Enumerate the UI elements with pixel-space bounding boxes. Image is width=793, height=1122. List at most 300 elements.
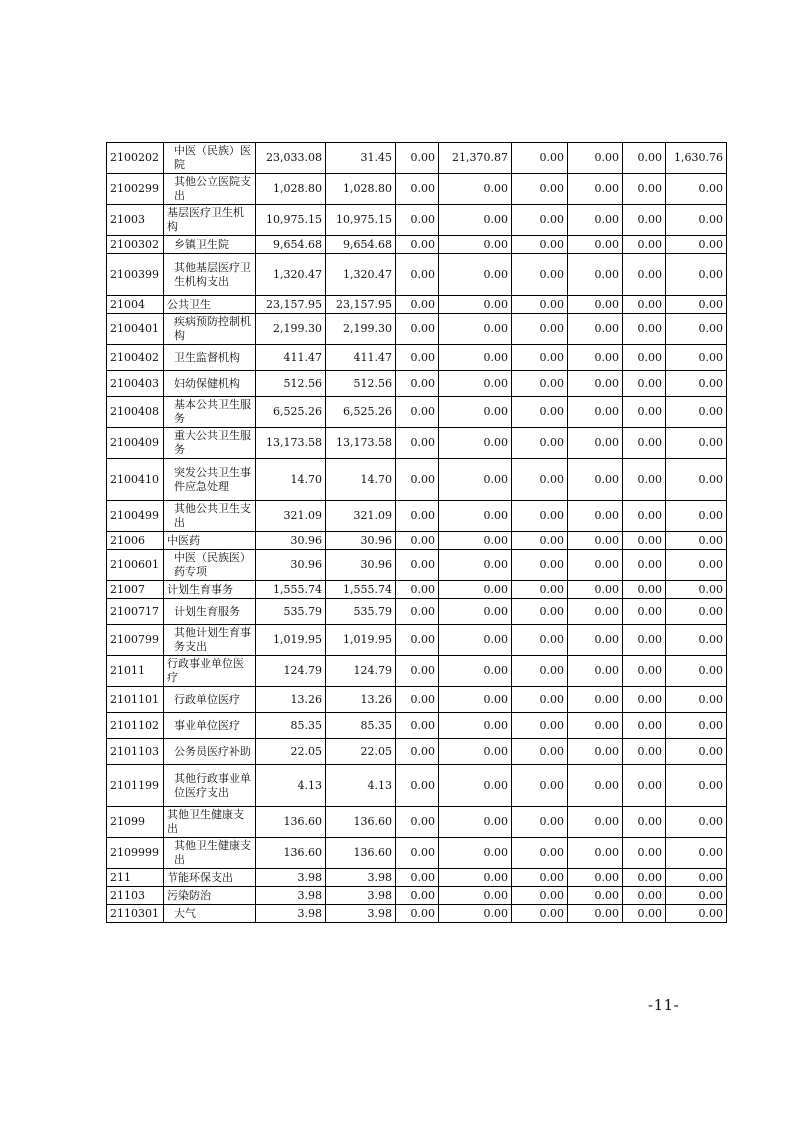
amount-cell: 0.00 [568,765,623,807]
amount-cell: 0.00 [666,656,727,687]
amount-cell: 2,199.30 [326,314,396,345]
amount-cell: 0.00 [512,887,568,905]
amount-cell: 0.00 [512,599,568,625]
amount-cell: 0.00 [439,765,512,807]
amount-cell: 21,370.87 [439,143,512,174]
table-row [107,887,727,905]
amount-cell: 0.00 [512,739,568,765]
amount-cell: 0.00 [568,713,623,739]
amount-cell: 0.00 [623,599,666,625]
amount-cell: 23,033.08 [256,143,326,174]
amount-cell: 0.00 [396,838,439,869]
amount-cell: 3.98 [326,905,396,923]
amount-cell: 136.60 [256,807,326,838]
amount-cell: 0.00 [512,581,568,599]
function-name-cell: 重大公共卫生服务 [164,428,256,459]
function-name-cell: 其他计划生育事务支出 [164,625,256,656]
amount-cell: 0.00 [568,397,623,428]
amount-cell: 30.96 [326,532,396,550]
amount-cell: 0.00 [439,501,512,532]
table-row [107,397,727,428]
amount-cell: 0.00 [568,174,623,205]
amount-cell: 0.00 [396,532,439,550]
function-code-cell: 2100299 [107,174,164,205]
function-code-cell: 2109999 [107,838,164,869]
table-row [107,254,727,296]
amount-cell: 0.00 [666,838,727,869]
amount-cell: 0.00 [623,739,666,765]
amount-cell: 0.00 [568,428,623,459]
amount-cell: 14.70 [256,459,326,501]
amount-cell: 0.00 [512,532,568,550]
amount-cell: 0.00 [568,687,623,713]
amount-cell: 0.00 [568,599,623,625]
amount-cell: 0.00 [396,174,439,205]
amount-cell: 0.00 [666,501,727,532]
function-code-cell: 2100302 [107,236,164,254]
amount-cell: 0.00 [512,236,568,254]
amount-cell: 0.00 [396,428,439,459]
function-code-cell: 2101103 [107,739,164,765]
amount-cell: 0.00 [512,869,568,887]
amount-cell: 0.00 [512,687,568,713]
amount-cell: 0.00 [666,236,727,254]
amount-cell: 0.00 [512,625,568,656]
amount-cell: 14.70 [326,459,396,501]
amount-cell: 0.00 [568,625,623,656]
amount-cell: 0.00 [512,371,568,397]
table-row [107,371,727,397]
function-name-cell: 中医（民族）医院 [164,143,256,174]
function-name-cell: 妇幼保健机构 [164,371,256,397]
amount-cell: 6,525.26 [326,397,396,428]
function-code-cell: 21103 [107,887,164,905]
table-row [107,838,727,869]
amount-cell: 0.00 [439,345,512,371]
function-code-cell: 21011 [107,656,164,687]
amount-cell: 0.00 [396,371,439,397]
budget-table [106,142,727,923]
amount-cell: 0.00 [666,550,727,581]
amount-cell: 4.13 [326,765,396,807]
amount-cell: 0.00 [623,887,666,905]
table-row [107,656,727,687]
amount-cell: 31.45 [326,143,396,174]
amount-cell: 0.00 [512,205,568,236]
amount-cell: 0.00 [666,581,727,599]
function-name-cell: 乡镇卫生院 [164,236,256,254]
amount-cell: 0.00 [396,687,439,713]
amount-cell: 0.00 [568,501,623,532]
amount-cell: 0.00 [568,905,623,923]
function-code-cell: 21099 [107,807,164,838]
function-code-cell: 2100499 [107,501,164,532]
amount-cell: 13,173.58 [326,428,396,459]
amount-cell: 10,975.15 [326,205,396,236]
function-code-cell: 2110301 [107,905,164,923]
function-name-cell: 其他公共卫生支出 [164,501,256,532]
amount-cell: 0.00 [512,254,568,296]
function-name-cell: 疾病预防控制机构 [164,314,256,345]
amount-cell: 535.79 [326,599,396,625]
table-row [107,205,727,236]
amount-cell: 0.00 [396,905,439,923]
amount-cell: 13,173.58 [256,428,326,459]
amount-cell: 0.00 [439,739,512,765]
amount-cell: 0.00 [666,869,727,887]
amount-cell: 0.00 [568,314,623,345]
amount-cell: 0.00 [396,459,439,501]
amount-cell: 3.98 [326,887,396,905]
amount-cell: 0.00 [439,713,512,739]
amount-cell: 124.79 [326,656,396,687]
amount-cell: 0.00 [623,869,666,887]
amount-cell: 0.00 [396,397,439,428]
amount-cell: 0.00 [568,656,623,687]
amount-cell: 0.00 [439,314,512,345]
function-name-cell: 其他卫生健康支出 [164,807,256,838]
amount-cell: 0.00 [666,428,727,459]
amount-cell: 0.00 [666,205,727,236]
amount-cell: 0.00 [666,739,727,765]
amount-cell: 0.00 [568,869,623,887]
amount-cell: 0.00 [396,143,439,174]
amount-cell: 0.00 [623,687,666,713]
amount-cell: 0.00 [439,656,512,687]
function-code-cell: 21006 [107,532,164,550]
amount-cell: 9,654.68 [256,236,326,254]
table-row [107,581,727,599]
amount-cell: 0.00 [439,887,512,905]
function-code-cell: 2101102 [107,713,164,739]
function-name-cell: 其他公立医院支出 [164,174,256,205]
amount-cell: 0.00 [666,765,727,807]
amount-cell: 1,555.74 [256,581,326,599]
amount-cell: 0.00 [623,713,666,739]
table-row [107,739,727,765]
amount-cell: 0.00 [439,205,512,236]
function-code-cell: 2101199 [107,765,164,807]
table-row [107,459,727,501]
function-name-cell: 基层医疗卫生机构 [164,205,256,236]
amount-cell: 0.00 [439,550,512,581]
amount-cell: 0.00 [512,838,568,869]
amount-cell: 0.00 [666,314,727,345]
amount-cell: 0.00 [666,397,727,428]
amount-cell: 0.00 [512,550,568,581]
amount-cell: 124.79 [256,656,326,687]
function-code-cell: 2100202 [107,143,164,174]
function-name-cell: 突发公共卫生事件应急处理 [164,459,256,501]
table-row [107,143,727,174]
amount-cell: 0.00 [568,205,623,236]
table-body [107,143,727,923]
amount-cell: 0.00 [623,314,666,345]
function-code-cell: 2100799 [107,625,164,656]
amount-cell: 1,028.80 [256,174,326,205]
amount-cell: 30.96 [256,532,326,550]
amount-cell: 0.00 [623,236,666,254]
amount-cell: 0.00 [623,296,666,314]
amount-cell: 0.00 [396,314,439,345]
amount-cell: 0.00 [439,581,512,599]
amount-cell: 0.00 [396,236,439,254]
amount-cell: 0.00 [396,765,439,807]
amount-cell: 0.00 [396,501,439,532]
function-code-cell: 21007 [107,581,164,599]
amount-cell: 0.00 [623,428,666,459]
amount-cell: 22.05 [256,739,326,765]
amount-cell: 136.60 [326,838,396,869]
amount-cell: 136.60 [256,838,326,869]
function-name-cell: 公共卫生 [164,296,256,314]
amount-cell: 0.00 [568,345,623,371]
amount-cell: 6,525.26 [256,397,326,428]
amount-cell: 0.00 [623,550,666,581]
amount-cell: 3.98 [256,887,326,905]
amount-cell: 0.00 [512,713,568,739]
amount-cell: 0.00 [439,397,512,428]
amount-cell: 321.09 [256,501,326,532]
table-row [107,314,727,345]
amount-cell: 535.79 [256,599,326,625]
table-row [107,807,727,838]
amount-cell: 0.00 [396,887,439,905]
amount-cell: 0.00 [396,713,439,739]
amount-cell: 0.00 [512,296,568,314]
amount-cell: 0.00 [623,838,666,869]
function-name-cell: 计划生育服务 [164,599,256,625]
table-row [107,428,727,459]
amount-cell: 0.00 [623,345,666,371]
table-row [107,765,727,807]
amount-cell: 0.00 [568,550,623,581]
amount-cell: 0.00 [568,807,623,838]
amount-cell: 0.00 [623,501,666,532]
amount-cell: 1,028.80 [326,174,396,205]
amount-cell: 0.00 [512,459,568,501]
amount-cell: 0.00 [512,174,568,205]
amount-cell: 0.00 [396,739,439,765]
amount-cell: 0.00 [623,765,666,807]
function-code-cell: 2100403 [107,371,164,397]
amount-cell: 0.00 [512,345,568,371]
function-name-cell: 节能环保支出 [164,869,256,887]
function-name-cell: 行政事业单位医疗 [164,656,256,687]
amount-cell: 10,975.15 [256,205,326,236]
amount-cell: 9,654.68 [326,236,396,254]
function-code-cell: 2100717 [107,599,164,625]
amount-cell: 1,630.76 [666,143,727,174]
amount-cell: 0.00 [396,656,439,687]
function-code-cell: 21003 [107,205,164,236]
amount-cell: 0.00 [512,428,568,459]
function-name-cell: 行政单位医疗 [164,687,256,713]
amount-cell: 0.00 [623,205,666,236]
function-code-cell: 2100402 [107,345,164,371]
amount-cell: 3.98 [256,905,326,923]
function-code-cell: 2101101 [107,687,164,713]
amount-cell: 85.35 [256,713,326,739]
function-code-cell: 2100409 [107,428,164,459]
amount-cell: 0.00 [439,905,512,923]
amount-cell: 0.00 [512,314,568,345]
amount-cell: 0.00 [623,174,666,205]
amount-cell: 0.00 [666,532,727,550]
amount-cell: 0.00 [666,345,727,371]
amount-cell: 0.00 [568,532,623,550]
amount-cell: 3.98 [256,869,326,887]
amount-cell: 0.00 [666,905,727,923]
table-row [107,687,727,713]
amount-cell: 0.00 [512,397,568,428]
amount-cell: 1,019.95 [256,625,326,656]
table-row [107,713,727,739]
amount-cell: 0.00 [666,296,727,314]
amount-cell: 0.00 [568,739,623,765]
amount-cell: 1,019.95 [326,625,396,656]
amount-cell: 85.35 [326,713,396,739]
function-code-cell: 2100410 [107,459,164,501]
amount-cell: 0.00 [439,174,512,205]
function-name-cell: 中医（民族医）药专项 [164,550,256,581]
amount-cell: 0.00 [568,254,623,296]
function-name-cell: 基本公共卫生服务 [164,397,256,428]
amount-cell: 0.00 [623,625,666,656]
amount-cell: 0.00 [512,656,568,687]
amount-cell: 0.00 [396,550,439,581]
function-name-cell: 中医药 [164,532,256,550]
amount-cell: 0.00 [666,625,727,656]
amount-cell: 411.47 [256,345,326,371]
amount-cell: 0.00 [396,807,439,838]
amount-cell: 0.00 [396,205,439,236]
amount-cell: 0.00 [666,807,727,838]
amount-cell: 0.00 [623,459,666,501]
amount-cell: 0.00 [439,838,512,869]
amount-cell: 0.00 [512,143,568,174]
table-row [107,599,727,625]
amount-cell: 0.00 [623,905,666,923]
amount-cell: 0.00 [512,501,568,532]
amount-cell: 0.00 [396,345,439,371]
amount-cell: 0.00 [623,143,666,174]
amount-cell: 321.09 [326,501,396,532]
amount-cell: 3.98 [326,869,396,887]
table-row [107,345,727,371]
amount-cell: 23,157.95 [256,296,326,314]
amount-cell: 30.96 [256,550,326,581]
amount-cell: 0.00 [439,371,512,397]
amount-cell: 512.56 [256,371,326,397]
function-code-cell: 21004 [107,296,164,314]
amount-cell: 0.00 [666,254,727,296]
table-row [107,296,727,314]
amount-cell: 1,320.47 [256,254,326,296]
amount-cell: 0.00 [439,532,512,550]
amount-cell: 0.00 [512,807,568,838]
amount-cell: 1,320.47 [326,254,396,296]
page-number: -11- [648,996,680,1014]
amount-cell: 0.00 [666,687,727,713]
amount-cell: 0.00 [568,371,623,397]
amount-cell: 30.96 [326,550,396,581]
amount-cell: 0.00 [666,174,727,205]
amount-cell: 0.00 [623,807,666,838]
function-code-cell: 2100401 [107,314,164,345]
amount-cell: 0.00 [512,905,568,923]
amount-cell: 0.00 [439,687,512,713]
amount-cell: 0.00 [666,713,727,739]
amount-cell: 0.00 [439,296,512,314]
amount-cell: 0.00 [439,625,512,656]
amount-cell: 0.00 [623,532,666,550]
function-code-cell: 211 [107,869,164,887]
amount-cell: 0.00 [623,656,666,687]
table-row [107,236,727,254]
amount-cell: 13.26 [326,687,396,713]
amount-cell: 1,555.74 [326,581,396,599]
amount-cell: 512.56 [326,371,396,397]
amount-cell: 0.00 [666,887,727,905]
table-row [107,174,727,205]
table-row [107,625,727,656]
amount-cell: 0.00 [396,581,439,599]
amount-cell: 0.00 [439,428,512,459]
amount-cell: 0.00 [439,807,512,838]
amount-cell: 0.00 [439,599,512,625]
amount-cell: 0.00 [512,765,568,807]
table-row [107,532,727,550]
function-name-cell: 大气 [164,905,256,923]
table-row [107,905,727,923]
amount-cell: 0.00 [568,296,623,314]
amount-cell: 0.00 [568,236,623,254]
amount-cell: 0.00 [568,143,623,174]
amount-cell: 0.00 [568,838,623,869]
amount-cell: 22.05 [326,739,396,765]
amount-cell: 0.00 [623,254,666,296]
amount-cell: 0.00 [623,397,666,428]
function-name-cell: 公务员医疗补助 [164,739,256,765]
function-code-cell: 2100408 [107,397,164,428]
amount-cell: 0.00 [568,459,623,501]
amount-cell: 0.00 [623,581,666,599]
amount-cell: 0.00 [439,236,512,254]
amount-cell: 0.00 [396,296,439,314]
amount-cell: 0.00 [439,459,512,501]
amount-cell: 0.00 [396,625,439,656]
amount-cell: 0.00 [568,581,623,599]
amount-cell: 0.00 [568,887,623,905]
amount-cell: 0.00 [396,869,439,887]
function-name-cell: 计划生育事务 [164,581,256,599]
amount-cell: 4.13 [256,765,326,807]
amount-cell: 136.60 [326,807,396,838]
amount-cell: 0.00 [439,254,512,296]
function-name-cell: 其他基层医疗卫生机构支出 [164,254,256,296]
table-row [107,501,727,532]
amount-cell: 2,199.30 [256,314,326,345]
function-code-cell: 2100399 [107,254,164,296]
amount-cell: 0.00 [623,371,666,397]
table-row [107,550,727,581]
amount-cell: 13.26 [256,687,326,713]
amount-cell: 23,157.95 [326,296,396,314]
amount-cell: 0.00 [396,254,439,296]
function-code-cell: 2100601 [107,550,164,581]
amount-cell: 0.00 [666,459,727,501]
